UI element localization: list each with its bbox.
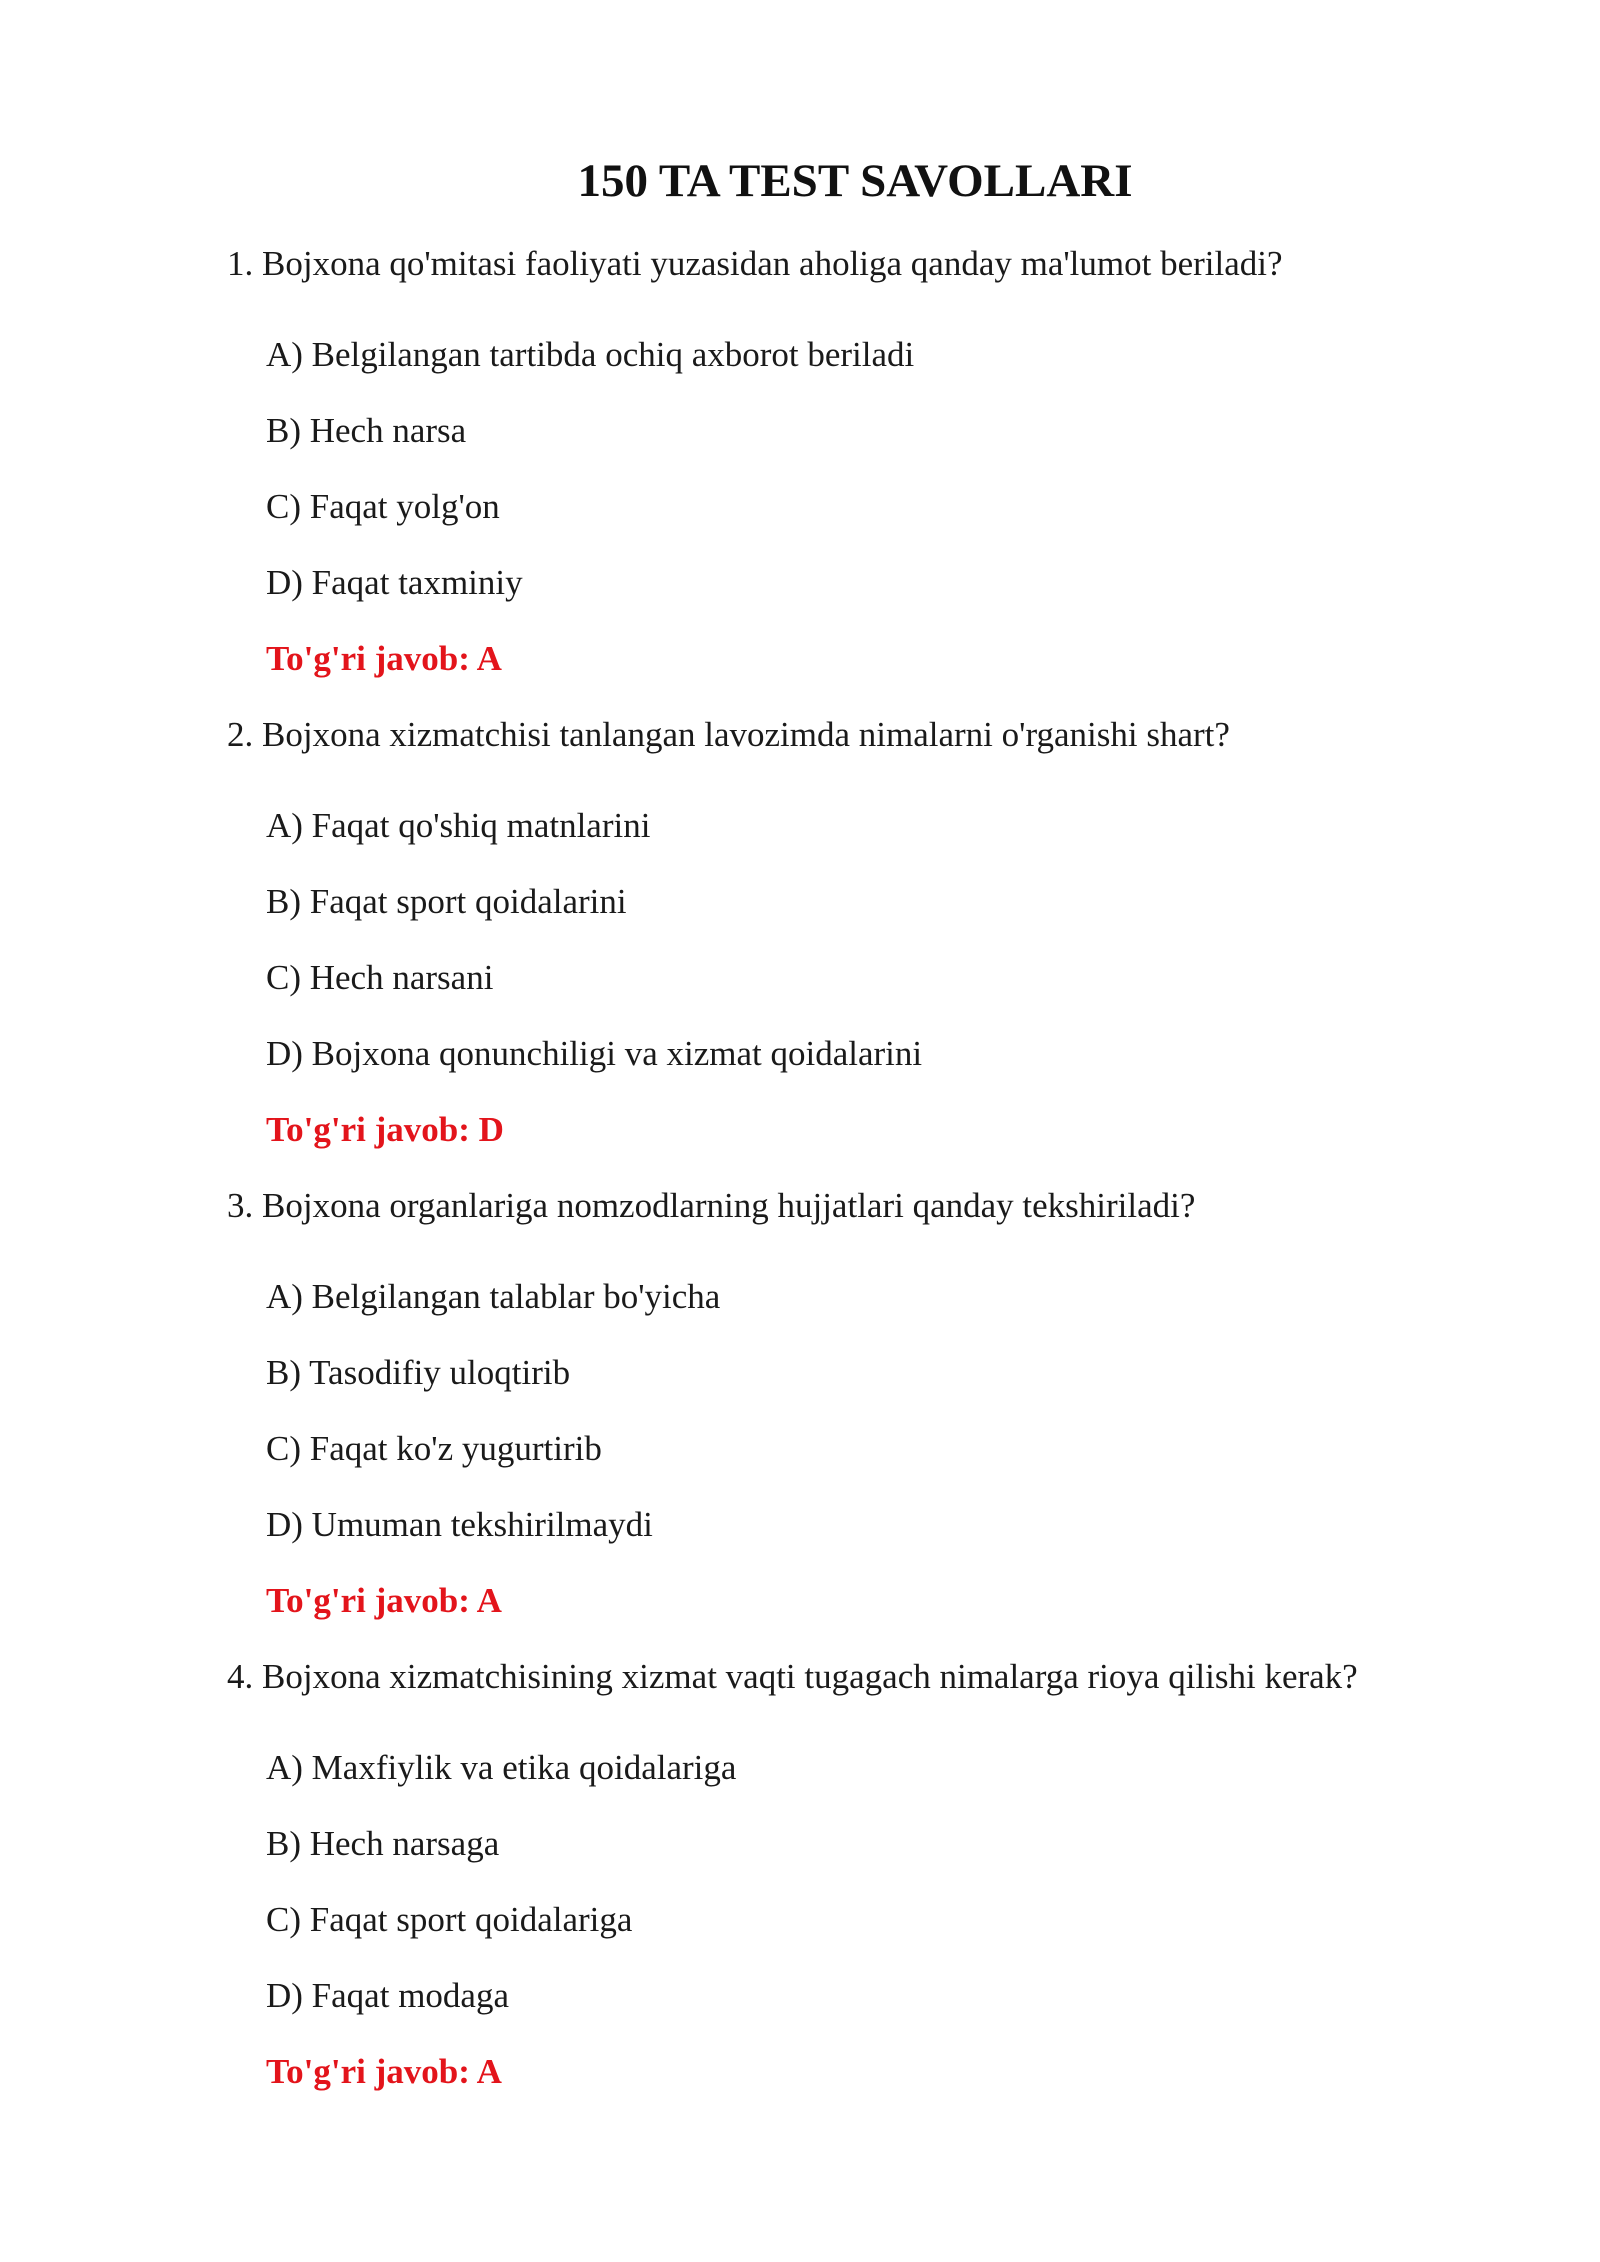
- answer-option-d: D) Umuman tekshirilmaydi: [266, 1505, 653, 1544]
- question-text: 2. Bojxona xizmatchisi tanlangan lavozimda nimalarni o'rganishi shart?: [227, 715, 1230, 754]
- answer-option-b: B) Faqat sport qoidalarini: [266, 882, 627, 921]
- answer-option-a: A) Faqat qo'shiq matnlarini: [266, 806, 651, 845]
- correct-answer: To'g'ri javob: D: [266, 1110, 504, 1149]
- answer-option-a: A) Belgilangan tartibda ochiq axborot beriladi: [266, 335, 915, 374]
- answer-option-a: A) Belgilangan talablar bo'yicha: [266, 1277, 721, 1316]
- answer-option-d: D) Faqat modaga: [266, 1976, 509, 2015]
- answer-option-b: B) Hech narsaga: [266, 1824, 500, 1863]
- answer-option-c: C) Hech narsani: [266, 958, 494, 997]
- question-text: 3. Bojxona organlariga nomzodlarning hujjatlari qanday tekshiriladi?: [227, 1186, 1196, 1225]
- answer-option-a: A) Maxfiylik va etika qoidalariga: [266, 1748, 737, 1787]
- answer-option-d: D) Faqat taxminiy: [266, 563, 523, 602]
- correct-answer: To'g'ri javob: A: [266, 2052, 502, 2091]
- answer-option-d: D) Bojxona qonunchiligi va xizmat qoidalarini: [266, 1034, 923, 1073]
- correct-answer: To'g'ri javob: A: [266, 1581, 502, 1620]
- answer-option-c: C) Faqat yolg'on: [266, 487, 500, 526]
- question-text: 4. Bojxona xizmatchisining xizmat vaqti tugagach nimalarga rioya qilishi kerak?: [227, 1657, 1358, 1696]
- answer-option-b: B) Hech narsa: [266, 411, 467, 450]
- correct-answer: To'g'ri javob: A: [266, 639, 502, 678]
- answer-option-b: B) Tasodifiy uloqtirib: [266, 1353, 571, 1392]
- answer-option-c: C) Faqat ko'z yugurtirib: [266, 1429, 602, 1468]
- document-title: 150 TA TEST SAVOLLARI: [577, 155, 1133, 207]
- answer-option-c: C) Faqat sport qoidalariga: [266, 1900, 633, 1939]
- question-text: 1. Bojxona qo'mitasi faoliyati yuzasidan aholiga qanday ma'lumot beriladi?: [227, 244, 1283, 283]
